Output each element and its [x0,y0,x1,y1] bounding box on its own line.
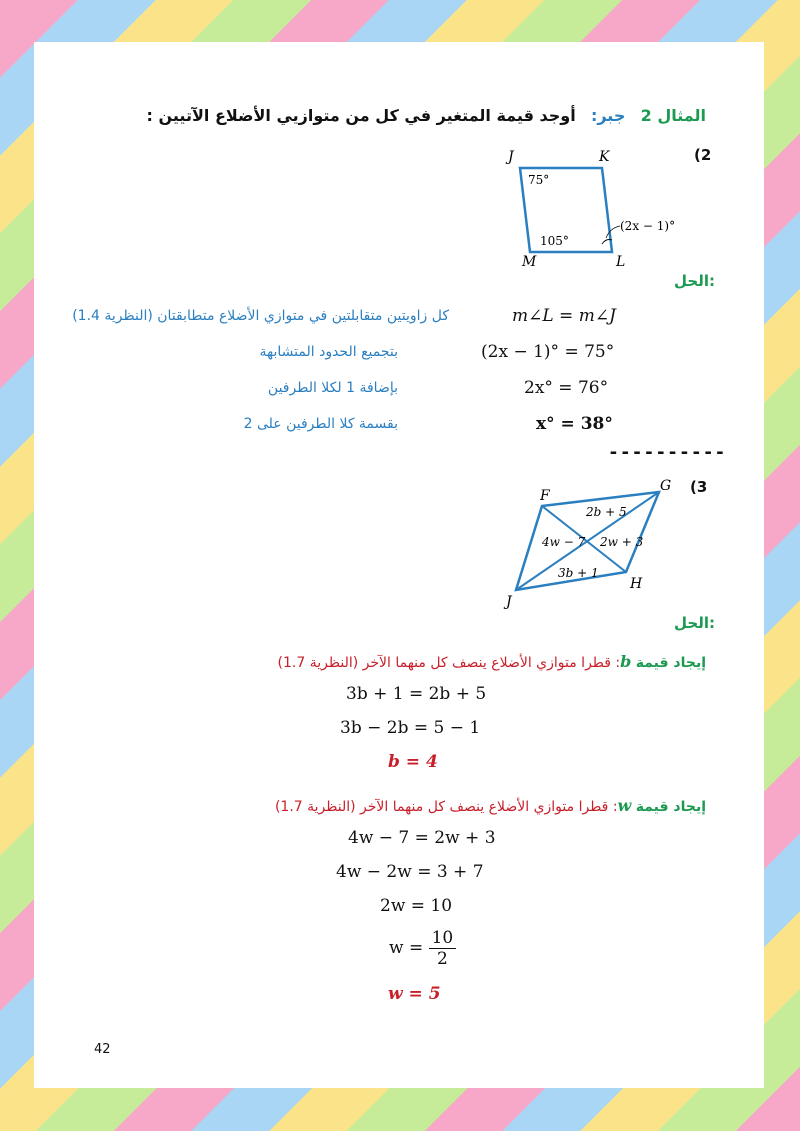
w-line-3: 2w = 10 [380,896,453,916]
step4-reason: بقسمة كلا الطرفين على 2 [243,416,398,432]
step2-reason: بتجميع الحدود المتشابهة [259,344,398,360]
find-w-heading [275,796,706,815]
example-label: المثال 2 [640,106,706,125]
find-b-heading [278,652,706,671]
step3-math: 2x° = 76° [524,378,609,398]
b-result: b = 4 [388,752,438,772]
step1-reason: كل زاويتين متقابلتين في متوازي الأضلاع متطابقتان (النظرية 1.4) [72,308,449,324]
w-fraction-denominator: 2 [437,949,448,969]
problem3-solution-label: الحل: [674,614,715,632]
find-w-label: إيجاد قيمة [635,799,706,815]
segment-right-label: 2w + 3 [600,535,644,549]
example-header [147,106,706,125]
step1-math: m∠L = m∠J [512,306,616,326]
angle-m-label: 105° [540,234,569,248]
instruction-text: أوجد قيمة المتغير في كل من متوازيي الأضلاع الآتيين : [146,106,576,125]
problem3-number: (3 [690,478,708,496]
vertex-k-label: K [599,149,610,165]
find-b-reason: : قطرا متوازي الأضلاع ينصف كل منهما الآخر (النظرية 1.7) [277,655,621,671]
vertex-f-label: F [540,488,550,504]
angle-l-label: (2x − 1)° [620,219,676,233]
step4-math: x° = 38° [536,414,613,434]
separator-dashes: ---------- [608,442,727,463]
vertex-j-label: J [508,149,514,165]
w-fraction-lhs: w = [389,938,424,958]
angle-j-label: 75° [528,173,550,187]
parallelogram-fghj-figure [494,472,694,612]
find-w-reason: : قطرا متوازي الأضلاع ينصف كل منهما الآخر (النظرية 1.7) [274,799,618,815]
step3-reason: بإضافة 1 لكلا الطرفين [267,380,398,396]
w-fraction [429,928,457,969]
vertex-h-label: H [630,576,643,592]
find-b-var: b [620,652,632,671]
segment-left-label: 4w − 7 [542,535,586,549]
topic-label: جبر: [590,106,626,125]
vertex-m-label: M [522,254,537,270]
vertex-j2-label: J [506,594,512,610]
w-fraction-numerator: 10 [429,928,457,949]
step2-math: (2x − 1)° = 75° [481,342,615,362]
problem2-solution-label: الحل: [674,272,715,290]
segment-bottom-label: 3b + 1 [558,566,599,580]
parallelogram-jklm-figure [494,142,704,272]
b-line-2: 3b − 2b = 5 − 1 [340,718,481,738]
worksheet-page [34,42,764,1088]
find-w-var: w [617,796,632,815]
vertex-g-label: G [660,478,672,494]
w-line-1: 4w − 7 = 2w + 3 [348,828,496,848]
page-number: 42 [94,1042,111,1057]
w-fraction-line [389,928,456,969]
w-result: w = 5 [388,984,441,1004]
b-line-1: 3b + 1 = 2b + 5 [346,684,487,704]
problem2-number: (2 [694,146,712,164]
vertex-l-label: L [616,254,626,270]
w-line-2: 4w − 2w = 3 + 7 [336,862,484,882]
segment-top-label: 2b + 5 [586,505,627,519]
find-b-label: إيجاد قيمة [635,655,706,671]
